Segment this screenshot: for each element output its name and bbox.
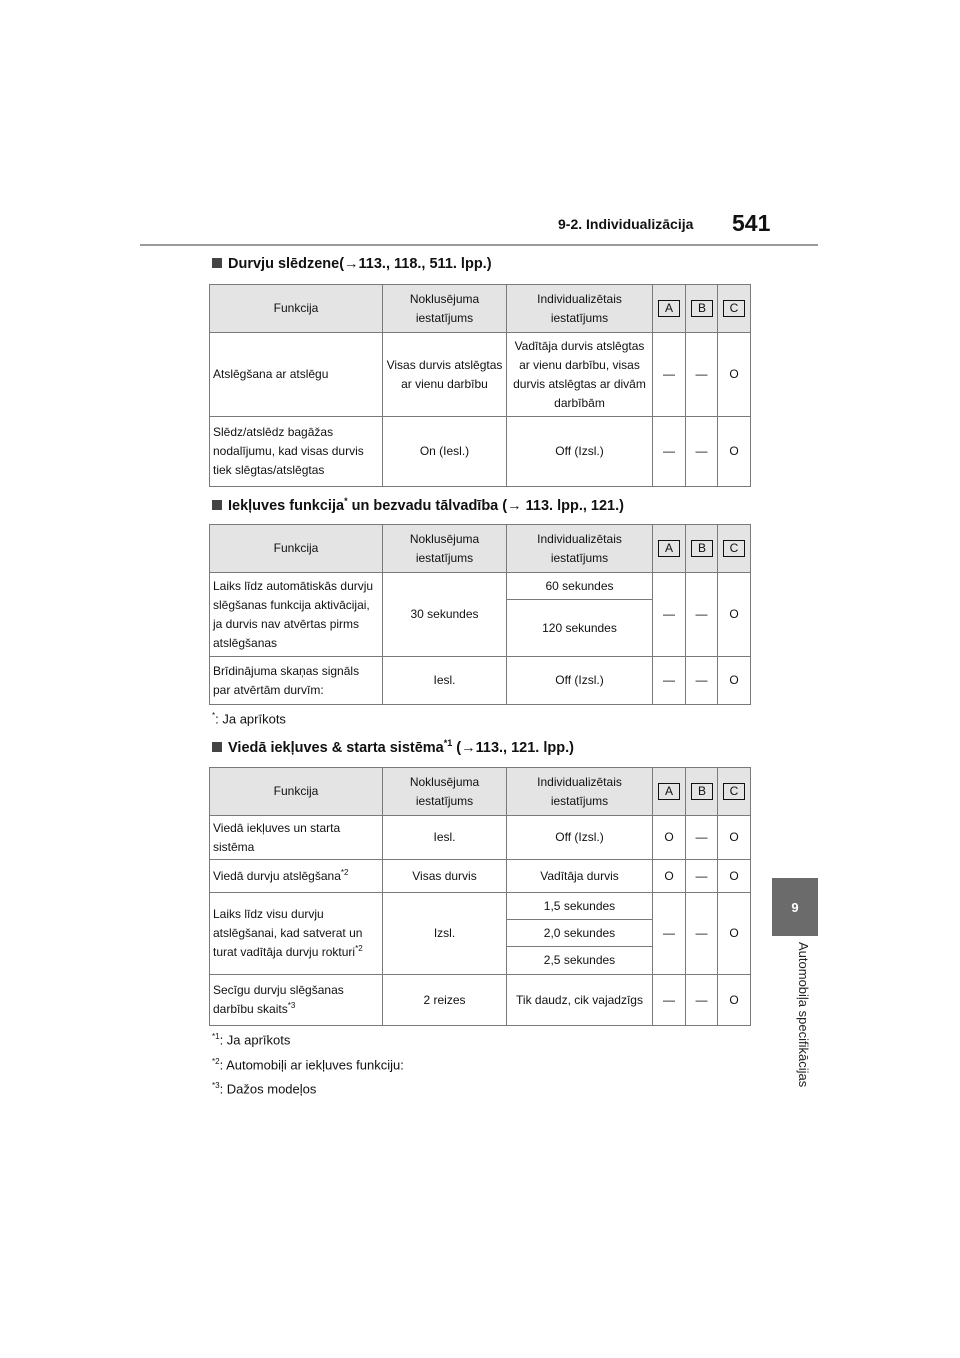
cell-default: Visas durvis	[383, 860, 507, 893]
section-title-text: Viedā iekļuves & starta sistēma	[228, 739, 444, 756]
table-header-row	[210, 285, 751, 333]
cell-custom: Tik daudz, cik vajadzīgs	[507, 975, 653, 1026]
cell-b: —	[686, 333, 718, 417]
section-title-door-lock	[212, 256, 492, 272]
cell-b: —	[686, 975, 718, 1026]
cell-a: —	[653, 975, 686, 1026]
col-header-c	[718, 768, 751, 816]
cell-b: —	[686, 417, 718, 487]
cell-c: O	[718, 417, 751, 487]
cell-default: Izsl.	[383, 893, 507, 975]
cell-b: —	[686, 573, 718, 657]
label-c-box: C	[723, 540, 745, 557]
col-header-default: Noklusējuma iestatījums	[383, 285, 507, 333]
cell-function: Slēdz/atslēdz bagāžas nodalījumu, kad visas durvis tiek slēgtas/atslēgtas	[210, 417, 383, 487]
cell-default: Visas durvis atslēgtas ar vienu darbību	[383, 333, 507, 417]
section-title-rest: (→113., 121. lpp.)	[452, 739, 574, 756]
cell-default: Iesl.	[383, 657, 507, 705]
footnote-mark: *1	[212, 1032, 220, 1041]
cell-function-sup: *2	[340, 867, 349, 877]
label-c-box: C	[723, 300, 745, 317]
footnote	[212, 1081, 316, 1096]
cell-b: —	[686, 860, 718, 893]
footnote-text: : Ja aprīkots	[215, 711, 286, 727]
chapter-label	[795, 942, 815, 1122]
section-heading: 9-2. Individualizācija	[558, 216, 694, 232]
footnote-mark: *3	[212, 1081, 220, 1090]
smart-entry-table	[209, 767, 751, 1026]
cell-c: O	[718, 333, 751, 417]
cell-custom-option: 1,5 sekundes	[507, 893, 653, 920]
cell-a: —	[653, 417, 686, 487]
cell-custom-option: 2,0 sekundes	[507, 920, 653, 947]
cell-c: O	[718, 573, 751, 657]
cell-c: O	[718, 893, 751, 975]
col-header-b	[686, 285, 718, 333]
cell-default: Iesl.	[383, 816, 507, 860]
table-row	[210, 657, 751, 705]
label-a-box: A	[658, 300, 680, 317]
cell-a: O	[653, 860, 686, 893]
table-row	[210, 333, 751, 417]
cell-function-text: Viedā durvju atslēgšana	[213, 868, 341, 883]
table-row	[210, 573, 751, 600]
table-header-row	[210, 768, 751, 816]
col-header-a	[653, 285, 686, 333]
label-c-box: C	[723, 783, 745, 800]
footnote	[212, 1057, 404, 1072]
square-bullet-icon	[212, 258, 222, 268]
footnote-mark: *2	[212, 1057, 220, 1066]
cell-default: On (Iesl.)	[383, 417, 507, 487]
footnote	[212, 1032, 290, 1047]
cell-function-text: Laiks līdz visu durvju atslēgšanai, kad satverat un turat vadītāja durvju rokturi	[213, 907, 363, 959]
col-header-c	[718, 285, 751, 333]
cell-custom: Off (Izsl.)	[507, 657, 653, 705]
cell-b: —	[686, 657, 718, 705]
section-title-text: Iekļuves funkcija	[228, 497, 345, 514]
col-header-b	[686, 525, 718, 573]
cell-function: Laiks līdz automātiskās durvju slēgšanas funkcija aktivācijai, ja durvis nav atvērtas pirms atslēgšanas	[210, 573, 383, 657]
section-title-rest: un bezvadu tālvadība (→ 113. lpp., 121.)	[347, 497, 624, 514]
cell-custom: Off (Izsl.)	[507, 816, 653, 860]
header-rule	[140, 244, 818, 246]
col-header-b	[686, 768, 718, 816]
cell-a: O	[653, 816, 686, 860]
col-header-custom: Individualizētais iestatījums	[507, 768, 653, 816]
col-header-default: Noklusējuma iestatījums	[383, 768, 507, 816]
table-header-row	[210, 525, 751, 573]
section-title-sup: *	[344, 496, 348, 506]
cell-custom-option: 2,5 sekundes	[507, 947, 653, 975]
table-row	[210, 417, 751, 487]
cell-custom: Off (Izsl.)	[507, 417, 653, 487]
footnote-text: : Dažos modeļos	[219, 1081, 317, 1097]
table-row	[210, 975, 751, 1026]
cell-function: Brīdinājuma skaņas signāls par atvērtām durvīm:	[210, 657, 383, 705]
label-a-box: A	[658, 783, 680, 800]
cell-function	[210, 975, 383, 1026]
cell-function: Viedā iekļuves un starta sistēma	[210, 816, 383, 860]
col-header-function: Funkcija	[210, 525, 383, 573]
col-header-custom: Individualizētais iestatījums	[507, 525, 653, 573]
cell-custom: Vadītāja durvis atslēgtas ar vienu darbību, visas durvis atslēgtas ar divām darbībām	[507, 333, 653, 417]
footnote	[212, 711, 286, 726]
table-row	[210, 893, 751, 920]
section-title-sup: *1	[443, 738, 453, 748]
cell-c: O	[718, 975, 751, 1026]
table-row	[210, 816, 751, 860]
cell-function	[210, 860, 383, 893]
cell-default: 30 sekundes	[383, 573, 507, 657]
cell-b: —	[686, 893, 718, 975]
cell-a: —	[653, 573, 686, 657]
cell-c: O	[718, 657, 751, 705]
page-number: 541	[732, 210, 771, 236]
chapter-label-text: Automobiļa specifikācijas	[796, 942, 811, 1088]
cell-b: —	[686, 816, 718, 860]
label-a-box: A	[658, 540, 680, 557]
label-b-box: B	[691, 540, 713, 557]
cell-a: —	[653, 333, 686, 417]
square-bullet-icon	[212, 742, 222, 752]
cell-function-sup: *3	[287, 1001, 296, 1010]
square-bullet-icon	[212, 500, 222, 510]
col-header-c	[718, 525, 751, 573]
col-header-custom: Individualizētais iestatījums	[507, 285, 653, 333]
cell-custom-option: 120 sekundes	[507, 600, 653, 657]
col-header-function: Funkcija	[210, 285, 383, 333]
cell-function: Atslēgšana ar atslēgu	[210, 333, 383, 417]
cell-custom: Vadītāja durvis	[507, 860, 653, 893]
cell-c: O	[718, 816, 751, 860]
footnote-mark: *	[212, 711, 216, 720]
entry-function-table	[209, 524, 751, 705]
col-header-a	[653, 768, 686, 816]
section-title-smart-entry	[212, 738, 574, 756]
section-title-text: Durvju slēdzene(→113., 118., 511. lpp.)	[228, 256, 492, 272]
cell-custom-option: 60 sekundes	[507, 573, 653, 600]
chapter-tab: 9	[772, 878, 818, 936]
cell-function-sup: *2	[355, 944, 363, 953]
col-header-function: Funkcija	[210, 768, 383, 816]
footnote-text: : Automobiļi ar iekļuves funkciju:	[219, 1057, 404, 1073]
cell-a: —	[653, 657, 686, 705]
label-b-box: B	[691, 300, 713, 317]
table-row	[210, 860, 751, 893]
cell-default: 2 reizes	[383, 975, 507, 1026]
footnote-text: : Ja aprīkots	[219, 1032, 291, 1048]
label-b-box: B	[691, 783, 713, 800]
col-header-a	[653, 525, 686, 573]
col-header-default: Noklusējuma iestatījums	[383, 525, 507, 573]
door-lock-table	[209, 284, 751, 487]
section-title-entry-function	[212, 496, 624, 514]
cell-function-text: Secīgu durvju slēgšanas darbību skaits	[213, 983, 344, 1016]
cell-a: —	[653, 893, 686, 975]
cell-function	[210, 893, 383, 975]
cell-c: O	[718, 860, 751, 893]
